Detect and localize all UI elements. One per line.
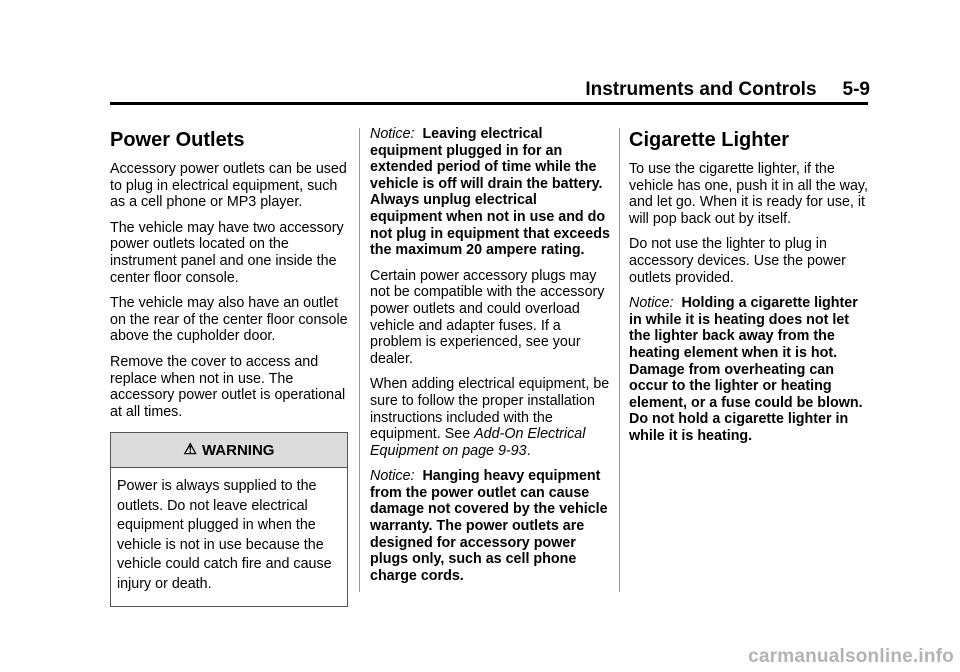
notice-paragraph xyxy=(629,295,871,444)
paragraph: The vehicle may have two accessory power outlets located on the instrument panel and one inside the center floor console. xyxy=(110,219,344,286)
paragraph-text: . xyxy=(526,442,531,459)
page-header xyxy=(110,78,870,102)
notice-text: Leaving electrical equipment plugged in for an extended period of time while the vehicle is off will drain the battery. Always unplug electrical equipment when not in use and do not plug in equipment that exceeds the maximum 20 ampere rating. xyxy=(370,126,610,259)
warning-box xyxy=(110,432,348,607)
column-3 xyxy=(629,126,871,454)
notice-label: Notice: xyxy=(370,126,415,142)
column-divider xyxy=(359,128,360,592)
column-1 xyxy=(110,126,350,607)
watermark: carmanualsonline.info xyxy=(748,646,954,667)
paragraph: Certain power accessory plugs may not be compatible with the accessory power outlets and could overload vehicle and adapter fuses. If a problem is experienced, see your dealer. xyxy=(370,267,605,367)
warning-icon: ⚠ xyxy=(183,441,197,459)
paragraph: Do not use the lighter to plug in accessory devices. Use the power outlets provided. xyxy=(629,236,846,286)
paragraph: Accessory power outlets can be used to plug in electrical equipment, such as a cell phone or MP3 player. xyxy=(110,161,347,211)
cigarette-lighter-heading: Cigarette Lighter xyxy=(629,129,790,151)
notice-text: Holding a cigarette lighter in while it is heating does not let the lighter back away from the heating element when it is hot. Damage from overheating can occur to the lighter or heating element, or a fuse could be blown. Do not hold a cigarette lighter in while it is heating. xyxy=(629,295,863,444)
section-title: Instruments and Controls xyxy=(585,79,817,100)
column-divider xyxy=(619,128,620,592)
warning-body: Power is always supplied to the outlets. Do not leave electrical equipment plugged in when the vehicle is not in use because the vehicle could catch fire and cause injury or death. xyxy=(117,478,332,592)
power-outlets-heading: Power Outlets xyxy=(110,129,245,151)
paragraph: To use the cigarette lighter, if the vehicle has one, push it in all the way, and let go. When it is ready for use, it will pop back out by itself. xyxy=(629,161,868,227)
notice-label: Notice: xyxy=(629,295,674,312)
notice-label: Notice: xyxy=(370,468,415,485)
warning-title: WARNING xyxy=(201,442,275,460)
paragraph: Remove the cover to access and replace when not in use. The accessory power outlet is operational at all times. xyxy=(110,353,346,420)
cross-reference-link[interactable]: Add-On Electrical Equipment on page 9‑93 xyxy=(370,426,586,459)
page-number: 5-9 xyxy=(842,79,870,100)
paragraph xyxy=(370,376,612,459)
notice-paragraph xyxy=(370,468,612,584)
paragraph: The vehicle may also have an outlet on the rear of the center floor console above the cupholder door. xyxy=(110,295,348,345)
paragraph-text: When adding electrical equipment, be sure to follow the proper installation instructions included with the equipment. See xyxy=(370,376,610,443)
header-rule xyxy=(110,102,868,105)
column-2 xyxy=(370,126,612,593)
notice-text: Hanging heavy equipment from the power outlet can cause damage not covered by the vehicle warranty. The power outlets are designed for accessory power plugs only, such as cell phone charge cords. xyxy=(370,468,608,584)
notice-paragraph xyxy=(370,126,612,259)
warning-header xyxy=(111,433,347,468)
